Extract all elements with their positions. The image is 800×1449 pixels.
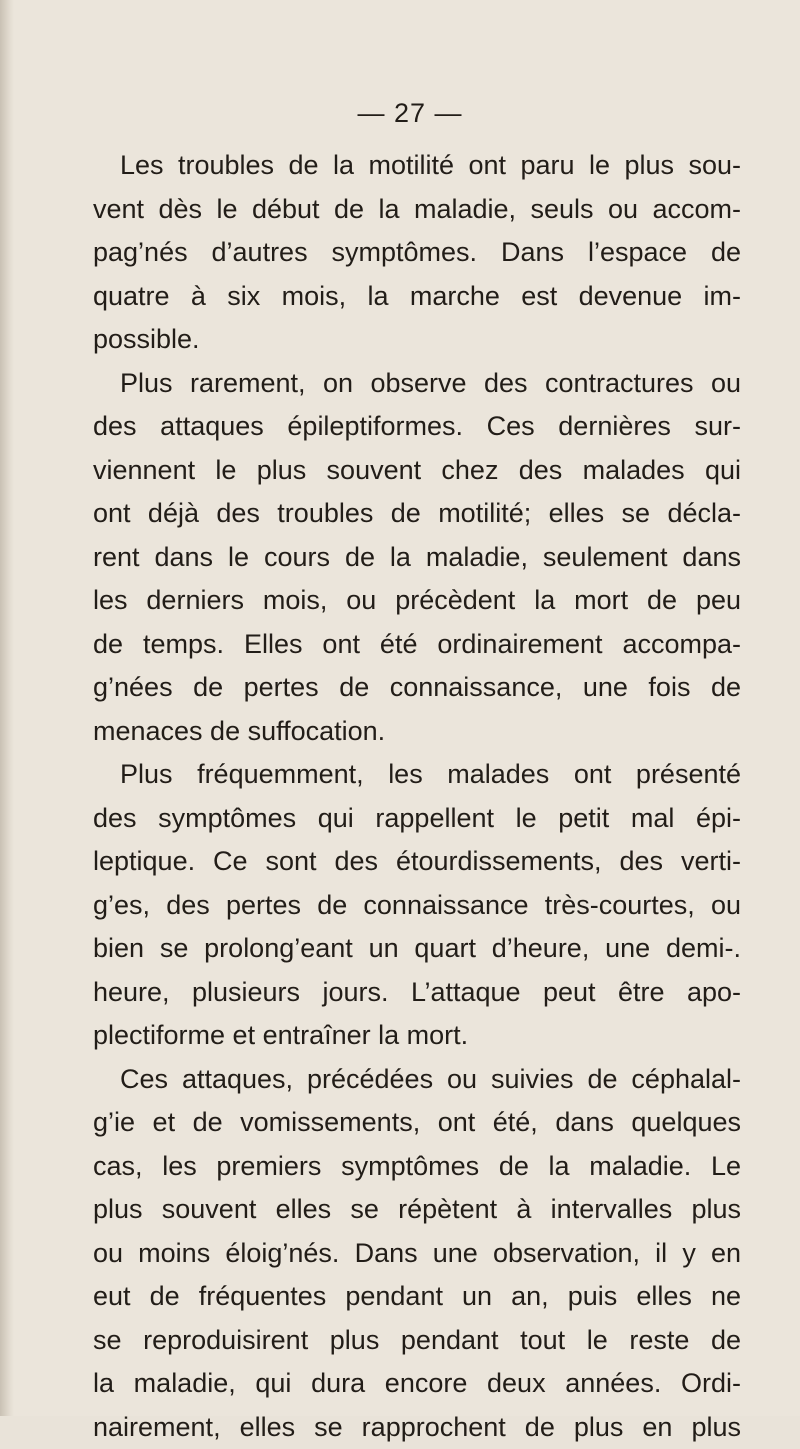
- binding-edge: [0, 0, 14, 1416]
- text-line: vent dès le début de la maladie, seuls ou accom-: [93, 188, 741, 232]
- text-line: pag’nés d’autres symptômes. Dans l’espace de: [93, 231, 741, 275]
- text-line: Plus fréquemment, les malades ont présenté: [93, 753, 741, 797]
- text-line: leptique. Ce sont des étourdissements, des verti-: [93, 840, 741, 884]
- text-line: eut de fréquentes pendant un an, puis elles ne: [93, 1275, 741, 1319]
- text-line: nairement, elles se rapprochent de plus en plus: [93, 1406, 741, 1449]
- paragraph-2: [93, 362, 741, 754]
- page-number: — 27 —: [0, 98, 800, 129]
- body-text: [93, 144, 741, 1449]
- paragraph-4: [93, 1058, 741, 1449]
- text-line: g’ie et de vomissements, ont été, dans quelques: [93, 1101, 741, 1145]
- text-line: Ces attaques, précédées ou suivies de céphalal-: [93, 1058, 741, 1102]
- text-line: des symptômes qui rappellent le petit mal épi-: [93, 797, 741, 841]
- text-line: g’nées de pertes de connaissance, une fois de: [93, 666, 741, 710]
- text-line: Plus rarement, on observe des contractures ou: [93, 362, 741, 406]
- paragraph-3: [93, 753, 741, 1058]
- text-line: rent dans le cours de la maladie, seulement dans: [93, 536, 741, 580]
- text-line: se reproduisirent plus pendant tout le reste de: [93, 1319, 741, 1363]
- text-line: des attaques épileptiformes. Ces dernières sur-: [93, 405, 741, 449]
- text-line: heure, plusieurs jours. L’attaque peut être apo-: [93, 971, 741, 1015]
- text-line: la maladie, qui dura encore deux années. Ordi-: [93, 1362, 741, 1406]
- text-line: cas, les premiers symptômes de la maladie. Le: [93, 1145, 741, 1189]
- text-line: de temps. Elles ont été ordinairement accompa-: [93, 623, 741, 667]
- text-line: ou moins éloig’nés. Dans une observation, il y en: [93, 1232, 741, 1276]
- text-line: plectiforme et entraîner la mort.: [93, 1014, 741, 1058]
- text-line: plus souvent elles se répètent à intervalles plus: [93, 1188, 741, 1232]
- text-line: menaces de suffocation.: [93, 710, 741, 754]
- text-line: Les troubles de la motilité ont paru le plus sou-: [93, 144, 741, 188]
- text-line: g’es, des pertes de connaissance très-courtes, ou: [93, 884, 741, 928]
- text-line: ont déjà des troubles de motilité; elles se décla-: [93, 492, 741, 536]
- text-line: bien se prolong’eant un quart d’heure, une demi-.: [93, 927, 741, 971]
- text-line: viennent le plus souvent chez des malades qui: [93, 449, 741, 493]
- text-line: possible.: [93, 318, 741, 362]
- text-line: les derniers mois, ou précèdent la mort de peu: [93, 579, 741, 623]
- paragraph-1: [93, 144, 741, 362]
- text-line: quatre à six mois, la marche est devenue im-: [93, 275, 741, 319]
